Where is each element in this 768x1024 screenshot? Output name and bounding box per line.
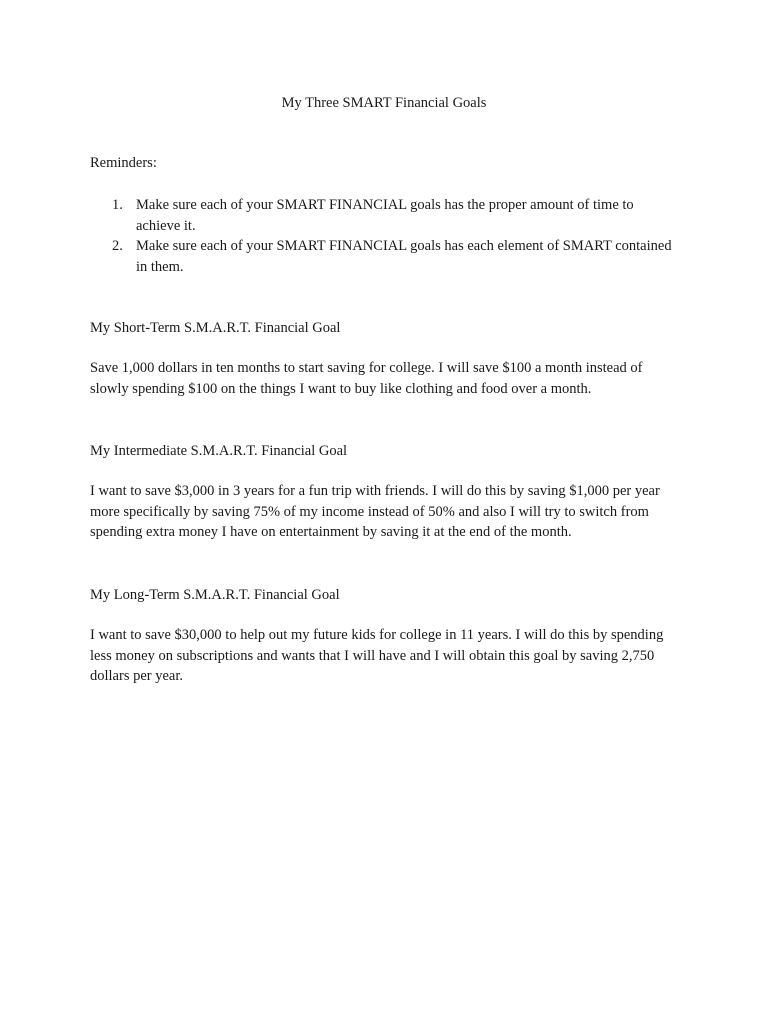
reminder-number: 2.: [112, 238, 123, 254]
long-term-goal-text: I want to save $30,000 to help out my future kids for college in 11 years. I will do this by spending less money on subscriptions and wants that I will have and I will obtain this goal by saving 2,750 dollars per year.: [90, 627, 664, 684]
reminder-text: Make sure each of your SMART FINANCIAL goals has the proper amount of time to achieve it.: [136, 197, 634, 234]
reminders-list: [90, 195, 680, 277]
reminder-item: [90, 236, 680, 277]
long-term-goal-heading: My Long-Term S.M.A.R.T. Financial Goal: [90, 587, 340, 603]
short-term-goal-heading: My Short-Term S.M.A.R.T. Financial Goal: [90, 320, 341, 336]
reminder-text: Make sure each of your SMART FINANCIAL goals has each element of SMART contained in them.: [136, 238, 672, 275]
intermediate-goal-text: I want to save $3,000 in 3 years for a fun trip with friends. I will do this by saving $1,000 per year more specifically by saving 75% of my income instead of 50% and also I will try to switch from spending extra money I have on entertainment by saving it at the end of the month.: [90, 483, 660, 540]
intermediate-goal-heading: My Intermediate S.M.A.R.T. Financial Goal: [90, 443, 348, 459]
reminders-label: Reminders:: [90, 155, 157, 171]
reminder-number: 1.: [112, 197, 123, 213]
reminder-item: [90, 195, 680, 236]
short-term-goal-text: Save 1,000 dollars in ten months to start saving for college. I will save $100 a month instead of slowly spending $100 on the things I want to buy like clothing and food over a month.: [90, 360, 643, 397]
document-title: My Three SMART Financial Goals: [281, 95, 487, 111]
